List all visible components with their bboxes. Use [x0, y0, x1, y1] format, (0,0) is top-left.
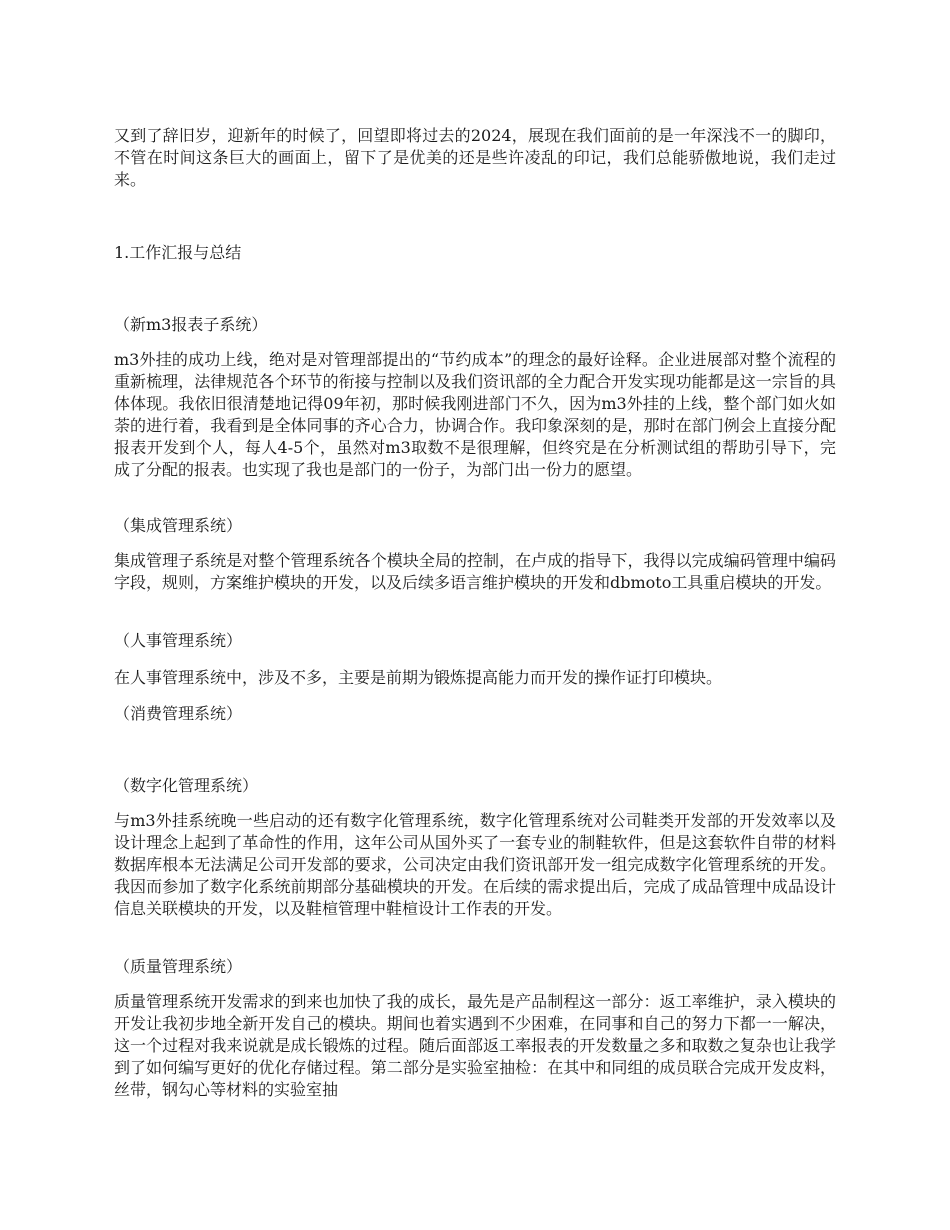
subsection-title-quality: （质量管理系统） [114, 957, 243, 976]
subsection-title-hr: （人事管理系统） [114, 631, 243, 650]
document-page [114, 0, 836, 1230]
subsection-title-integration: （集成管理系统） [114, 516, 243, 535]
section-heading: 1.工作汇报与总结 [114, 243, 242, 262]
subsection-title-consumption: （消费管理系统） [114, 704, 243, 723]
subsection-body-integration: 集成管理子系统是对整个管理系统各个模块全局的控制，在卢成的指导下，我得以完成编码管理中编码字段，规则，方案维护模块的开发，以及后续多语言维护模块的开发和dbmoto工具重启模块的开发。 [114, 551, 836, 592]
subsection-title-digital: （数字化管理系统） [114, 776, 259, 795]
subsection-body-hr: 在人事管理系统中，涉及不多，主要是前期为锻炼提高能力而开发的操作证打印模块。 [114, 668, 723, 687]
subsection-body-quality: 质量管理系统开发需求的到来也加快了我的成长，最先是产品制程这一部分：返工率维护，录入模块的开发让我初步地全新开发自己的模块。期间也着实遇到不少困难，在同事和自己的努力下都一一解决，这一个过程对我来说就是成长锻炼的过程。随后面部返工率报表的开发数量之多和取数之复杂也让我学到了如何编写更好的优化存储过程。第二部分是实验室抽检：在其中和同组的成员联合完成开发皮料，丝带，钢勾心等材料的实验室抽 [114, 992, 836, 1099]
subsection-body-m3: m3外挂的成功上线，绝对是对管理部提出的“节约成本”的理念的最好诠释。企业进展部对整个流程的重新梳理，法律规范各个环节的衔接与控制以及我们资讯部的全力配合开发实现功能都是这一宗旨的具体体现。我依旧很清楚地记得09年初，那时候我刚进部门不久，因为m3外挂的上线，整个部门如火如荼的进行着，我看到是全体同事的齐心合力，协调合作。我印象深刻的是，那时在部门例会上直接分配报表开发到个人，每人4-5个，虽然对m3取数不是很理解，但终究是在分析测试组的帮助引导下，完成了分配的报表。也实现了我也是部门的一份子，为部门出一份力的愿望。 [114, 350, 836, 479]
intro-paragraph: 又到了辞旧岁，迎新年的时候了，回望即将过去的2024，展现在我们面前的是一年深浅不一的脚印，不管在时间这条巨大的画面上，留下了是优美的还是些许凌乱的印记，我们总能骄傲地说，我们走过来。 [114, 126, 836, 189]
subsection-title-m3: （新m3报表子系统） [114, 315, 268, 334]
subsection-body-digital: 与m3外挂系统晚一些启动的还有数字化管理系统，数字化管理系统对公司鞋类开发部的开发效率以及设计理念上起到了革命性的作用，这年公司从国外买了一套专业的制鞋软件，但是这套软件自带的材料数据库根本无法满足公司开发部的要求，公司决定由我们资讯部开发一组完成数字化管理系统的开发。我因而参加了数字化系统前期部分基础模块的开发。在后续的需求提出后，完成了成品管理中成品设计信息关联模块的开发，以及鞋楦管理中鞋楦设计工作表的开发。 [114, 811, 836, 918]
